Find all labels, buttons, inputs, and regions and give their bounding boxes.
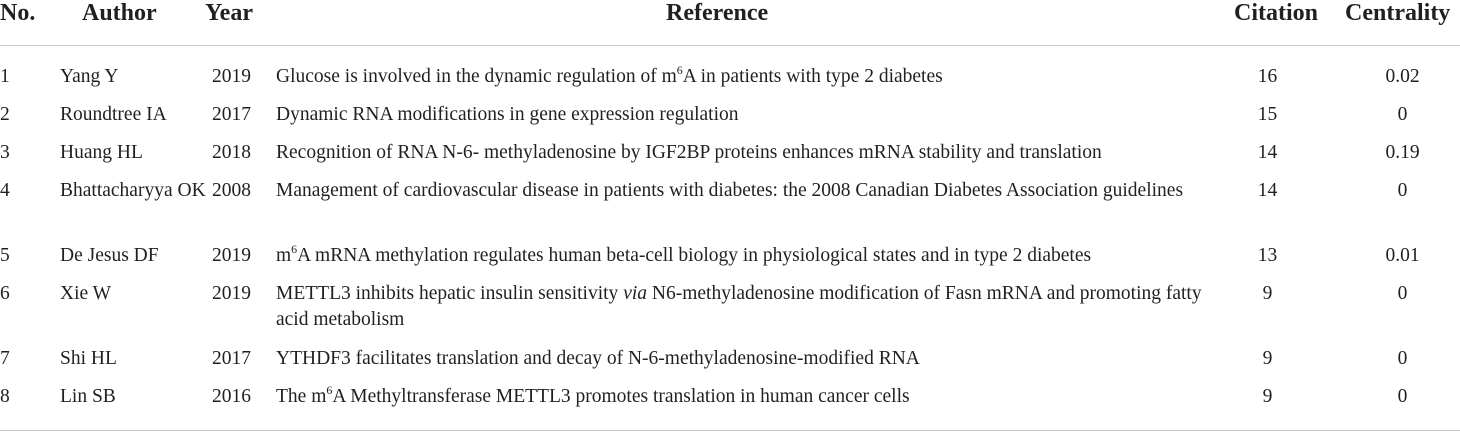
row-centrality: 0 — [1397, 386, 1408, 407]
row-reference — [276, 64, 1236, 90]
row-citation: 13 — [1257, 245, 1278, 266]
row-centrality: 0 — [1397, 104, 1408, 125]
row-centrality: 0.19 — [1385, 142, 1420, 163]
reference-text: A Methyltransferase METTL3 promotes translation in human cancer cells — [332, 386, 910, 407]
row-number: 6 — [0, 283, 10, 304]
row-citation: 16 — [1257, 66, 1278, 87]
row-reference — [276, 243, 1236, 269]
row-reference — [276, 346, 1236, 372]
row-number: 1 — [0, 66, 10, 87]
row-year: 2018 — [212, 142, 251, 163]
header-rule — [0, 45, 1460, 46]
row-author: Yang Y — [60, 66, 119, 87]
row-reference — [276, 384, 1236, 410]
reference-text: N6-methyladenosine modification of Fasn mRNA and promoting fatty acid metabolism — [276, 283, 1202, 330]
row-number: 3 — [0, 142, 10, 163]
row-citation: 15 — [1257, 104, 1278, 125]
reference-text: YTHDF3 facilitates translation and decay of N-6-methyladenosine-modified RNA — [276, 348, 920, 369]
row-citation: 14 — [1257, 142, 1278, 163]
reference-text: Dynamic RNA modifications in gene expression regulation — [276, 104, 739, 125]
row-number: 8 — [0, 386, 10, 407]
row-year: 2017 — [212, 104, 251, 125]
row-centrality: 0 — [1397, 348, 1408, 369]
row-centrality: 0.02 — [1385, 66, 1420, 87]
header-year: Year — [205, 0, 253, 26]
italic-text: via — [623, 283, 648, 304]
row-citation: 9 — [1262, 283, 1273, 304]
row-reference — [276, 178, 1236, 204]
row-centrality: 0 — [1397, 283, 1408, 304]
row-year: 2019 — [212, 245, 251, 266]
row-citation: 9 — [1262, 348, 1273, 369]
row-year: 2019 — [212, 66, 251, 87]
row-author: Huang HL — [60, 142, 143, 163]
row-author: Lin SB — [60, 386, 116, 407]
row-author: Bhattacharyya OK — [60, 180, 206, 201]
row-year: 2008 — [212, 180, 251, 201]
header-reference: Reference — [666, 0, 769, 26]
row-author: Shi HL — [60, 348, 117, 369]
reference-text: METTL3 inhibits hepatic insulin sensitivity — [276, 283, 624, 304]
reference-text: The m — [276, 386, 327, 407]
row-reference — [276, 140, 1236, 166]
row-number: 4 — [0, 180, 10, 201]
header-citation: Citation — [1234, 0, 1318, 26]
row-centrality: 0.01 — [1385, 245, 1420, 266]
reference-text: A mRNA methylation regulates human beta-cell biology in physiological states and in type 2 diabetes — [297, 245, 1092, 266]
reference-text: Management of cardiovascular disease in patients with diabetes: the 2008 Canadian Diabetes Association guidelines — [276, 180, 1184, 201]
reference-text: Glucose is involved in the dynamic regulation of m — [276, 66, 677, 87]
superscript: 6 — [676, 62, 683, 77]
superscript: 6 — [291, 241, 298, 256]
header-centrality: Centrality — [1345, 0, 1451, 26]
row-number: 2 — [0, 104, 10, 125]
row-centrality: 0 — [1397, 180, 1408, 201]
row-reference — [276, 102, 1236, 128]
row-author: De Jesus DF — [60, 245, 159, 266]
row-citation: 14 — [1257, 180, 1278, 201]
row-year: 2017 — [212, 348, 251, 369]
reference-text: m — [276, 245, 292, 266]
reference-text: A in patients with type 2 diabetes — [682, 66, 943, 87]
bottom-rule — [0, 430, 1460, 431]
row-year: 2016 — [212, 386, 251, 407]
reference-text: Recognition of RNA N-6- methyladenosine by IGF2BP proteins enhances mRNA stability and translation — [276, 142, 1102, 163]
row-author: Xie W — [60, 283, 112, 304]
row-year: 2019 — [212, 283, 251, 304]
header-author: Author — [82, 0, 157, 26]
row-number: 7 — [0, 348, 10, 369]
superscript: 6 — [326, 382, 333, 397]
row-number: 5 — [0, 245, 10, 266]
row-reference — [276, 281, 1236, 333]
row-author: Roundtree IA — [60, 104, 167, 125]
row-citation: 9 — [1262, 386, 1273, 407]
header-no: No. — [0, 0, 36, 26]
